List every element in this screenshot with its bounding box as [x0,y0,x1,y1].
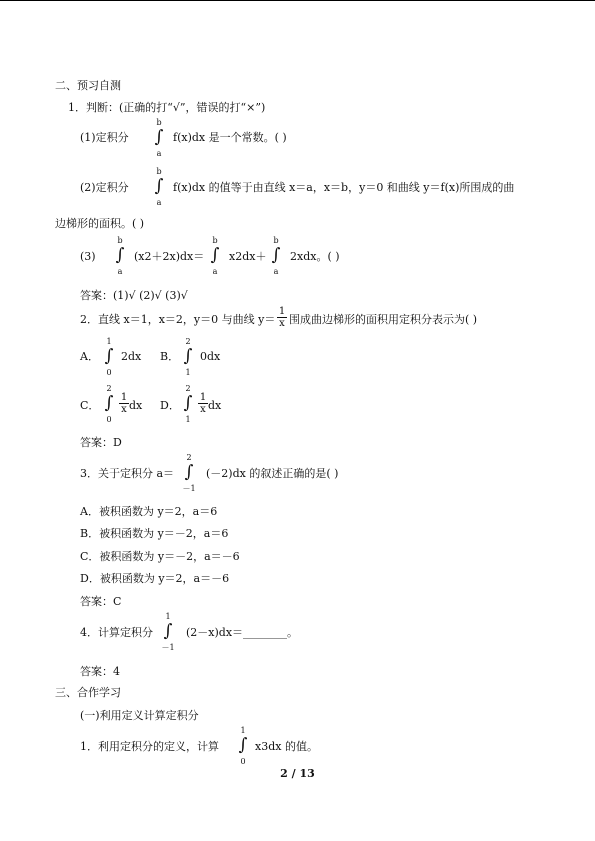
fraction: $\frac{1}{x}$ [278,306,286,329]
q3-option-b: B．被积函数为 y＝－2，a＝6 [80,527,229,540]
q1-item3-term1: (x2＋2x)dx＝ [134,250,205,263]
top-rule [0,0,595,1]
q1-intro: 1．判断：(正确的打“√”，错误的打“×”) [68,101,266,114]
fraction: $\frac{1}{x}$ [199,392,207,415]
q2-option-c-tail: dx [129,399,143,412]
integral-sign: 1 ∫ 0 [238,726,248,766]
s3-q1-prefix: 1．利用定积分的定义，计算 [80,740,219,753]
q2-answer: 答案：D [80,436,122,449]
q2-stem-suffix: 围成曲边梯形的面积用定积分表示为( ) [289,313,478,326]
integral-sign: b ∫ a [154,167,164,207]
q2-option-d-label: D． [160,399,180,412]
q1-item2-text: f(x)dx 的值等于由直线 x＝a，x＝b，y＝0 和曲线 y＝f(x)所围成的曲 [173,181,515,194]
fraction: $\frac{1}{x}$ [120,392,128,415]
q1-item3-term3: 2xdx。( ) [290,250,340,263]
q1-item1-text: f(x)dx 是一个常数。( ) [173,131,287,144]
q1-item3-prefix: (3) [80,250,96,263]
page-number: 2 / 13 [280,767,315,780]
q1-item2-continuation: 边梯形的面积。( ) [55,217,145,230]
integral-sign: 2 ∫ 0 [104,384,114,424]
q1-answer: 答案：(1)√ (2)√ (3)√ [80,289,188,302]
integral-sign: b ∫ a [154,118,164,158]
q3-option-a: A．被积函数为 y＝2，a＝6 [80,505,218,518]
integral-sign: 2 ∫ 1 [183,384,193,424]
q2-stem-prefix: 2．直线 x＝1，x＝2，y＝0 与曲线 y＝ [80,313,276,326]
q2-option-b-label: B． [160,350,180,363]
s3-q1-suffix: x3dx 的值。 [255,740,318,753]
integral-sign: 2 ∫ －1 [182,453,196,493]
integral-sign: b ∫ a [271,236,281,276]
q3-stem-suffix: (－2)dx 的叙述正确的是( ) [206,467,339,480]
integral-sign: b ∫ a [210,236,220,276]
q2-option-a-expr: 2dx [121,350,142,363]
q4-stem-prefix: 4．计算定积分 [80,626,153,639]
q1-item3-term2: x2dx＋ [229,250,267,263]
q3-stem-prefix: 3．关于定积分 a＝ [80,467,175,480]
section-heading-cooperative: 三、合作学习 [55,686,121,699]
integral-sign: b ∫ a [115,236,125,276]
q1-item2-prefix: (2)定积分 [80,181,129,194]
q4-answer: 答案：4 [80,665,120,678]
integral-sign: 1 ∫ 0 [104,337,114,377]
q2-option-a-label: A． [80,350,99,363]
integral-sign: 2 ∫ 1 [183,337,193,377]
integral-sign: 1 ∫ －1 [161,612,175,652]
subsection-heading: (一)利用定义计算定积分 [80,709,199,722]
q2-option-c-label: C． [80,399,100,412]
q2-option-d-tail: dx [208,399,222,412]
q3-option-d: D．被积函数为 y＝2，a＝－6 [80,572,230,585]
section-heading-preview: 二、预习自测 [55,79,121,92]
q3-option-c: C．被积函数为 y＝－2，a＝－6 [80,550,240,563]
q3-answer: 答案：C [80,595,122,608]
q1-item1-prefix: (1)定积分 [80,131,129,144]
q4-stem-suffix: (2－x)dx＝________。 [186,626,299,639]
q2-option-b-expr: 0dx [200,350,221,363]
